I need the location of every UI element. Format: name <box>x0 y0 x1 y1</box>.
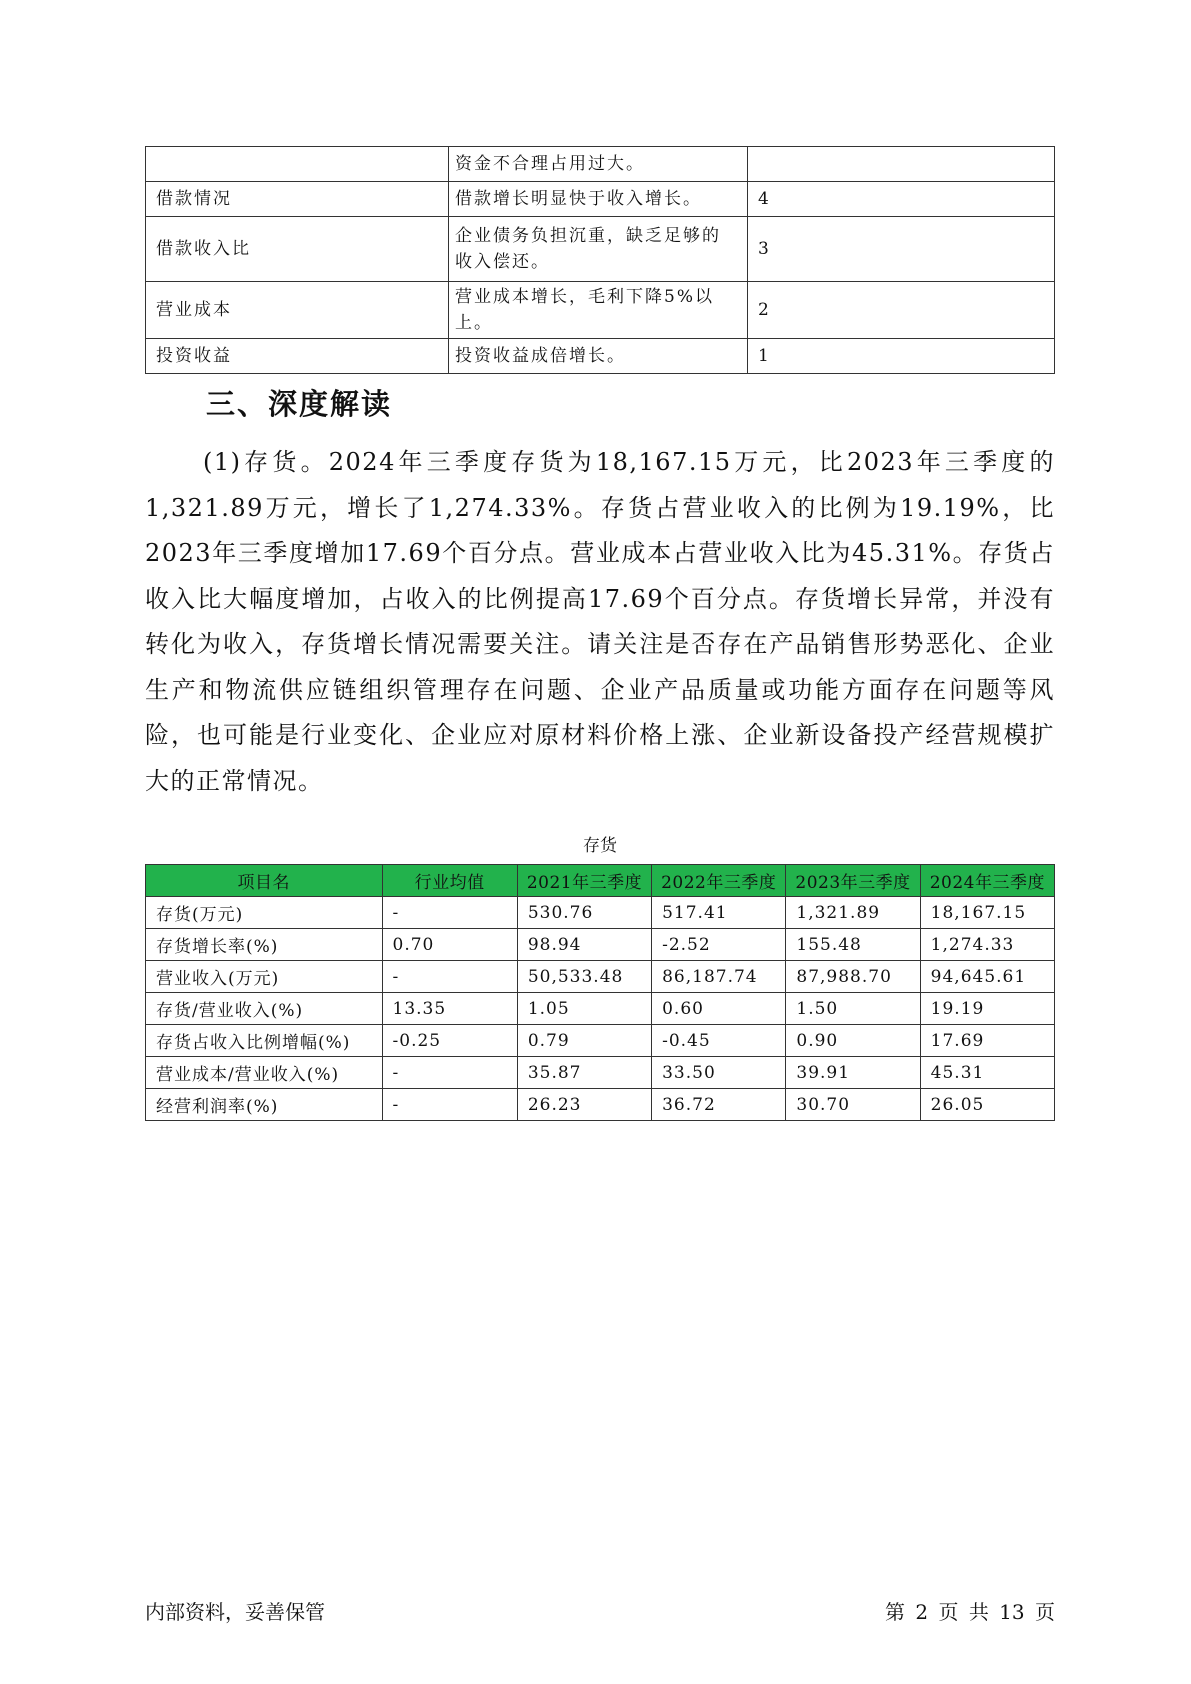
table-row <box>146 182 1055 217</box>
table-cell: 1.50 <box>786 993 920 1025</box>
table-cell: 39.91 <box>786 1057 920 1089</box>
risk-item <box>146 147 449 182</box>
table-cell: 530.76 <box>517 897 651 929</box>
table-cell: 87,988.70 <box>786 961 920 993</box>
table-row <box>146 1025 1055 1057</box>
inventory-table <box>145 864 1055 1121</box>
table-row <box>146 897 1055 929</box>
risk-criteria-table <box>145 146 1055 374</box>
table-caption: 存货 <box>583 836 617 856</box>
row-label: 存货占收入比例增幅(%) <box>146 1025 383 1057</box>
column-header: 2024年三季度 <box>920 865 1054 897</box>
risk-score: 3 <box>748 217 1055 282</box>
risk-item: 借款情况 <box>146 182 449 217</box>
row-label: 经营利润率(%) <box>146 1089 383 1121</box>
risk-item: 营业成本 <box>146 282 449 339</box>
column-header: 项目名 <box>146 865 383 897</box>
table-cell: 45.31 <box>920 1057 1054 1089</box>
row-label: 营业收入(万元) <box>146 961 383 993</box>
table-row <box>146 217 1055 282</box>
footer-page-number: 第 2 页 共 13 页 <box>885 1600 1055 1624</box>
table-cell: 1,321.89 <box>786 897 920 929</box>
table-row <box>146 1089 1055 1121</box>
table-cell: 155.48 <box>786 929 920 961</box>
table-cell: 0.60 <box>652 993 786 1025</box>
table-cell: 26.05 <box>920 1089 1054 1121</box>
table-cell: 19.19 <box>920 993 1054 1025</box>
table-cell: 18,167.15 <box>920 897 1054 929</box>
risk-score: 1 <box>748 339 1055 374</box>
analysis-paragraph: (1)存货。2024年三季度存货为18,167.15万元，比2023年三季度的1,321.89万元，增长了1,274.33%。存货占营业收入的比例为19.19%，比2023年三季度增加17.69个百分点。营业成本占营业收入比为45.31%。存货占收入比大幅度增加，占收入的比例提高17.69个百分点。存货增长异常，并没有转化为收入，存货增长情况需要关注。请关注是否存在产品销售形势恶化、企业生产和物流供应链组织管理存在问题、企业产品质量或功能方面存在问题等风险，也可能是行业变化、企业应对原材料价格上涨、企业新设备投产经营规模扩大的正常情况。 <box>145 448 1055 795</box>
risk-score: 4 <box>748 182 1055 217</box>
row-label: 存货增长率(%) <box>146 929 383 961</box>
table-row <box>146 147 1055 182</box>
risk-item: 借款收入比 <box>146 217 449 282</box>
table-row <box>146 961 1055 993</box>
section-heading: 三、深度解读 <box>206 387 393 421</box>
table-cell: -0.25 <box>382 1025 517 1057</box>
footer-confidential-note: 内部资料，妥善保管 <box>145 1600 325 1624</box>
table-cell: - <box>382 1057 517 1089</box>
table-cell: 0.79 <box>517 1025 651 1057</box>
table-cell: 98.94 <box>517 929 651 961</box>
table-cell: 1.05 <box>517 993 651 1025</box>
table-cell: - <box>382 1089 517 1121</box>
risk-score: 2 <box>748 282 1055 339</box>
risk-description: 营业成本增长，毛利下降5%以上。 <box>449 282 748 339</box>
table-cell: -2.52 <box>652 929 786 961</box>
table-cell: 26.23 <box>517 1089 651 1121</box>
column-header: 2022年三季度 <box>652 865 786 897</box>
column-header: 2023年三季度 <box>786 865 920 897</box>
row-label: 存货/营业收入(%) <box>146 993 383 1025</box>
table-cell: 86,187.74 <box>652 961 786 993</box>
risk-score <box>748 147 1055 182</box>
row-label: 存货(万元) <box>146 897 383 929</box>
table-cell: -0.45 <box>652 1025 786 1057</box>
table-cell: 94,645.61 <box>920 961 1054 993</box>
row-label: 营业成本/营业收入(%) <box>146 1057 383 1089</box>
table-cell: 17.69 <box>920 1025 1054 1057</box>
table-header-row <box>146 865 1055 897</box>
table-row <box>146 339 1055 374</box>
table-cell: 13.35 <box>382 993 517 1025</box>
table-cell: 33.50 <box>652 1057 786 1089</box>
table-cell: 0.70 <box>382 929 517 961</box>
table-cell: 30.70 <box>786 1089 920 1121</box>
table-cell: 517.41 <box>652 897 786 929</box>
risk-description: 投资收益成倍增长。 <box>449 339 748 374</box>
table-cell: - <box>382 897 517 929</box>
risk-item: 投资收益 <box>146 339 449 374</box>
risk-description: 资金不合理占用过大。 <box>449 147 748 182</box>
table-cell: 36.72 <box>652 1089 786 1121</box>
table-row <box>146 282 1055 339</box>
column-header: 行业均值 <box>382 865 517 897</box>
table-cell: 1,274.33 <box>920 929 1054 961</box>
column-header: 2021年三季度 <box>517 865 651 897</box>
table-cell: 0.90 <box>786 1025 920 1057</box>
risk-description: 企业债务负担沉重，缺乏足够的收入偿还。 <box>449 217 748 282</box>
table-cell: 50,533.48 <box>517 961 651 993</box>
risk-description: 借款增长明显快于收入增长。 <box>449 182 748 217</box>
table-row <box>146 929 1055 961</box>
table-row <box>146 993 1055 1025</box>
table-cell: - <box>382 961 517 993</box>
table-row <box>146 1057 1055 1089</box>
table-cell: 35.87 <box>517 1057 651 1089</box>
